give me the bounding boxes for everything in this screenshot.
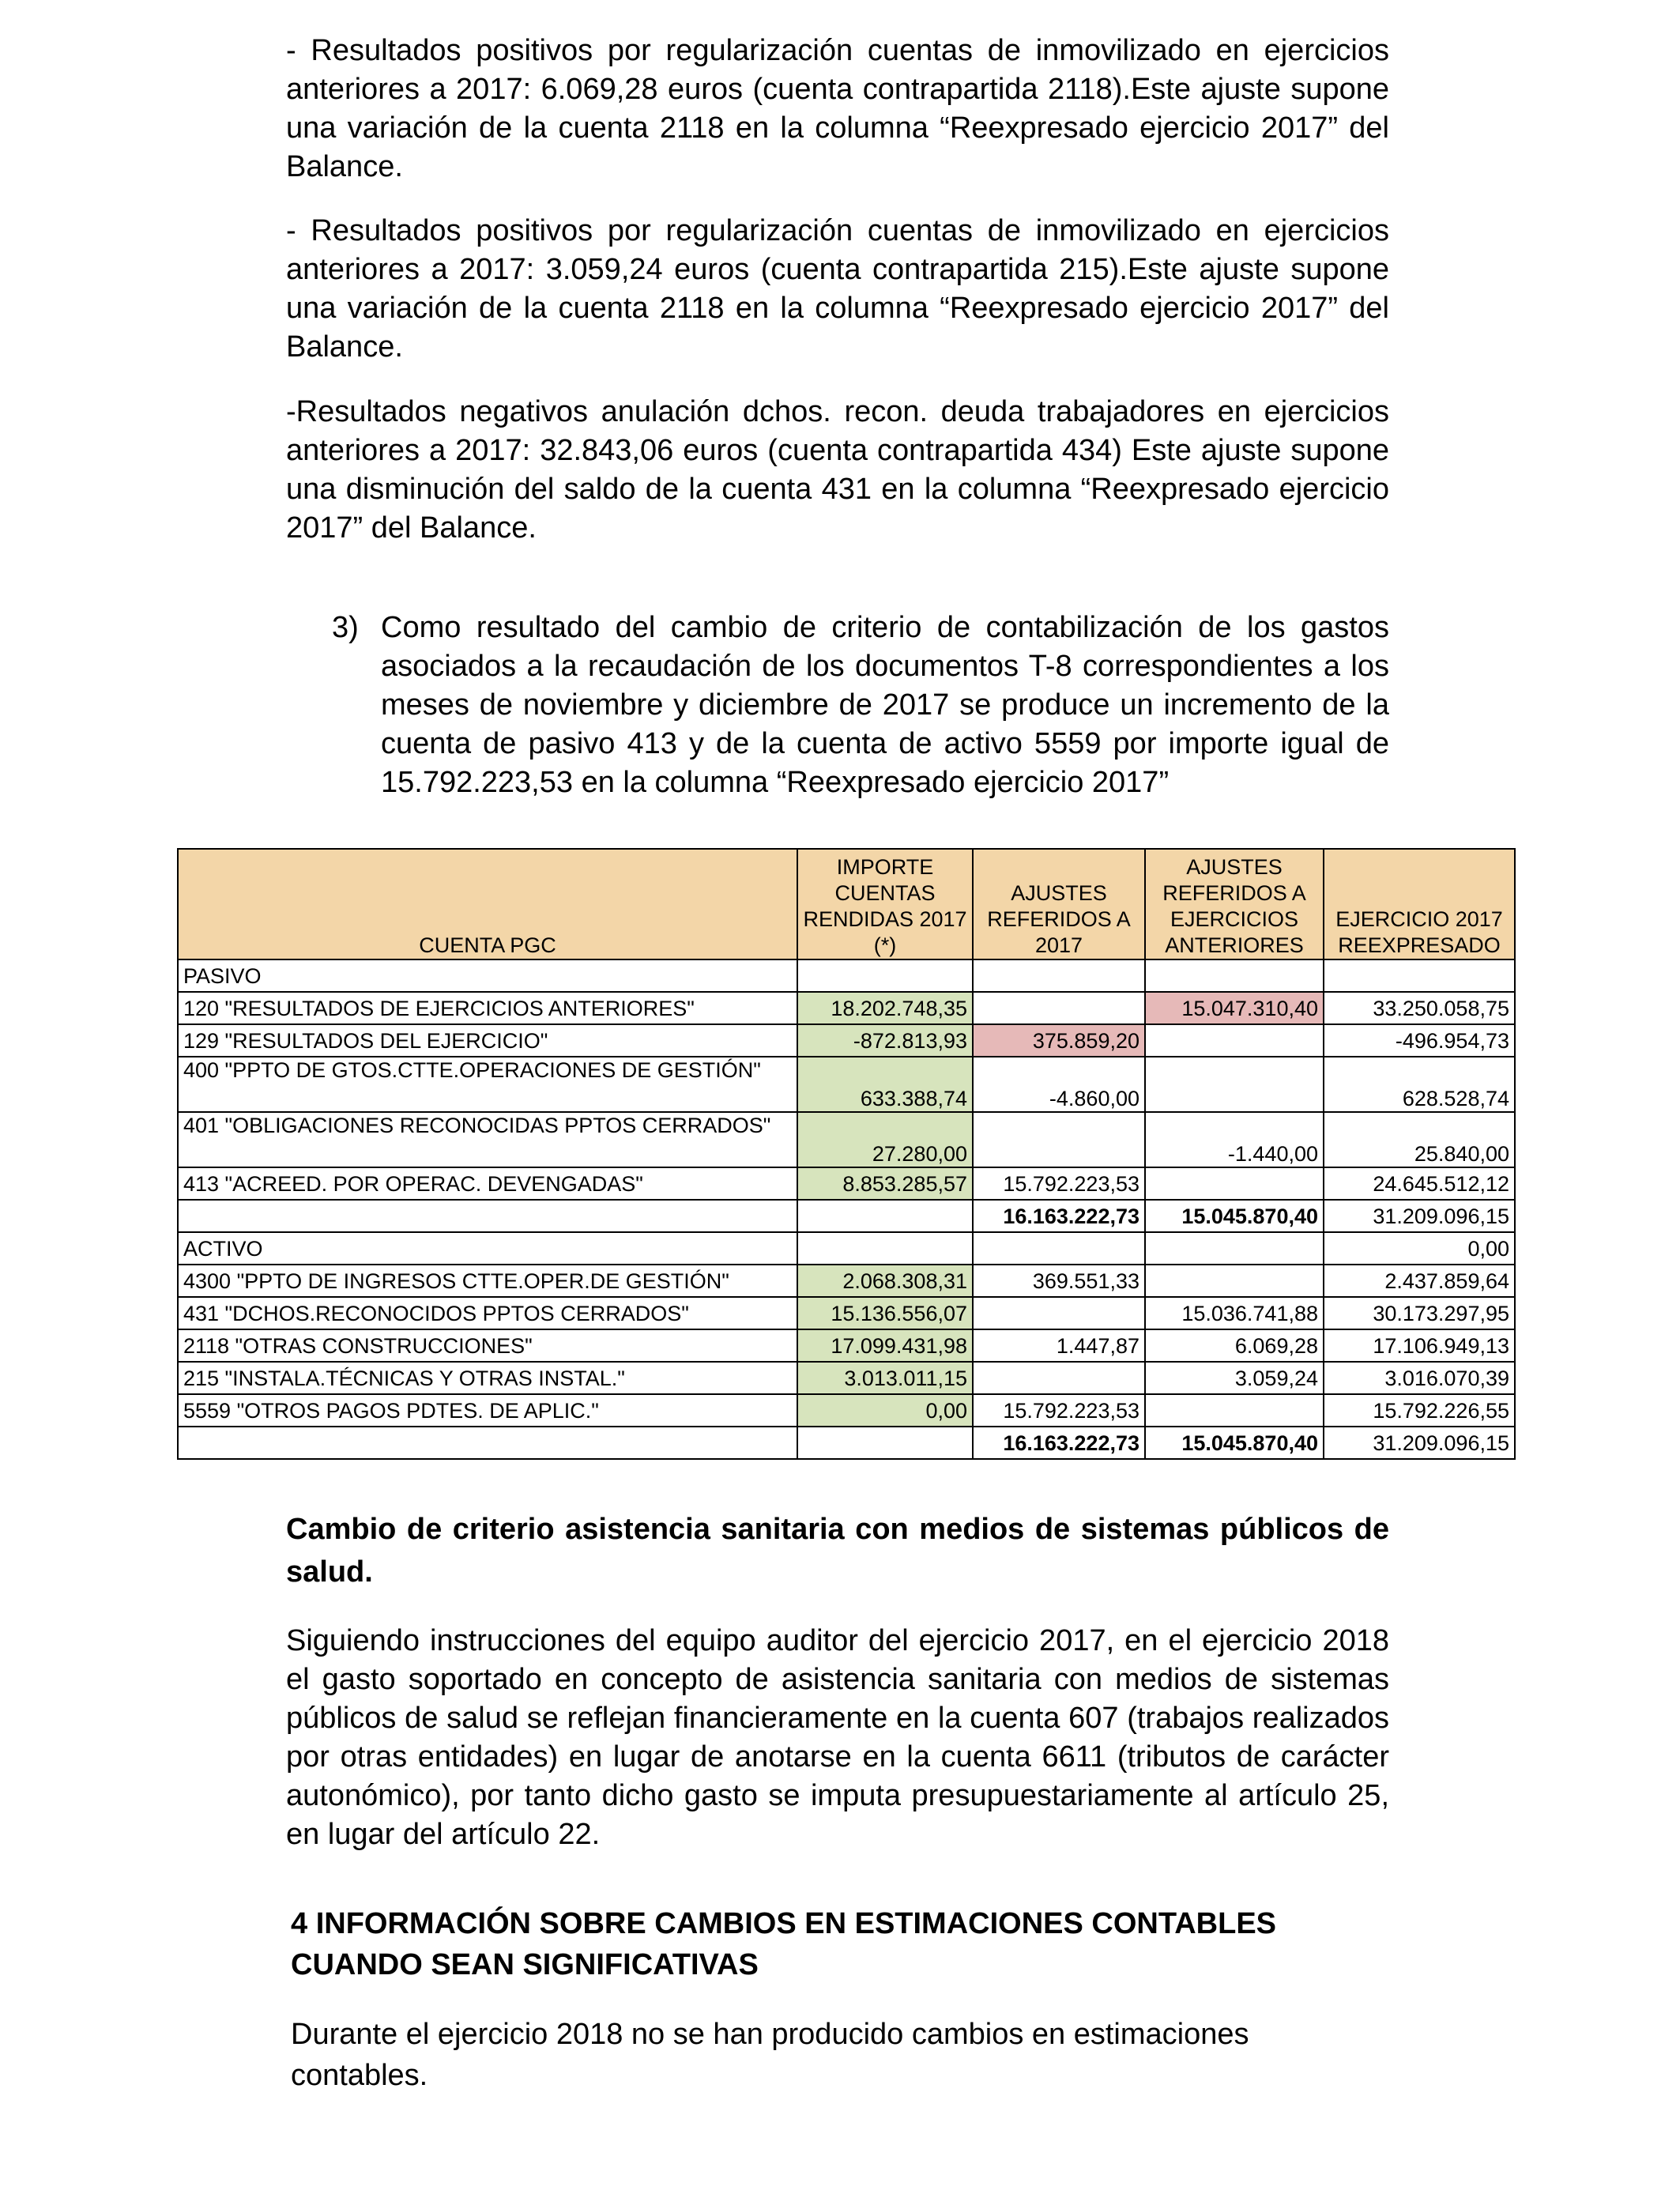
cell-rendidas: 0,00 [797, 1394, 973, 1427]
paragraph-asistencia-sanitaria: Siguiendo instrucciones del equipo auditor del ejercicio 2017, en el ejercicio 2018 el gasto soportado en concepto de asistencia sanitaria con medios de sistemas públicos de salud se reflejan financieramente en la cuenta 607 (trabajos realizados por otras entidades) en lugar de anotarse en la cuenta 6611 (tributos de carácter autonómico), por tanto dicho gasto se imputa presupuestariamente al artículo 25, en lugar del artículo 22. [286, 1624, 1389, 1851]
cell-reexpresado: -496.954,73 [1324, 1024, 1515, 1057]
cell-ajustes-2017: 369.551,33 [973, 1265, 1145, 1297]
total-ajustes-2017: 16.163.222,73 [973, 1200, 1145, 1232]
cell-rendidas: 27.280,00 [797, 1112, 973, 1167]
cell-reexpresado: 15.792.226,55 [1324, 1394, 1515, 1427]
section-label: ACTIVO [178, 1232, 797, 1265]
total-ajustes-2017: 16.163.222,73 [973, 1427, 1145, 1459]
total-reexpresado: 31.209.096,15 [1324, 1200, 1515, 1232]
account-name: 413 "ACREED. POR OPERAC. DEVENGADAS" [178, 1167, 797, 1200]
account-name: 2118 "OTRAS CONSTRUCCIONES" [178, 1329, 797, 1362]
header-reexpresado: EJERCICIO 2017 REEXPRESADO [1324, 849, 1515, 959]
total-ajustes-anteriores: 15.045.870,40 [1145, 1427, 1324, 1459]
cell-ajustes-2017: 15.792.223,53 [973, 1167, 1145, 1200]
cell-reexpresado: 3.016.070,39 [1324, 1362, 1515, 1394]
totals-row-activo [178, 1427, 1515, 1459]
table-row [178, 1362, 1515, 1394]
paragraph-resultados-negativos: -Resultados negativos anulación dchos. recon. deuda trabajadores en ejercicios anteriores a 2017: 32.843,06 euros (cuenta contrapartida 434) Este ajuste supone una disminución del saldo de la cuenta 431 en la columna “Reexpresado ejercicio 2017” del Balance. [286, 395, 1389, 545]
account-name: 5559 "OTROS PAGOS PDTES. DE APLIC." [178, 1394, 797, 1427]
header-cuenta-pgc: CUENTA PGC [178, 849, 797, 959]
paragraph-estimaciones: Durante el ejercicio 2018 no se han producido cambios en estimaciones contables. [291, 2018, 1249, 2092]
account-name: 401 "OBLIGACIONES RECONOCIDAS PPTOS CERRADOS" [178, 1112, 797, 1167]
list-item-text: Como resultado del cambio de criterio de contabilización de los gastos asociados a la recaudación de los documentos T-8 correspondientes a los meses de noviembre y diciembre de 2017 se produce un incremento de la cuenta de pasivo 413 y de la cuenta de activo 5559 por importe igual de 15.792.223,53 en la columna “Reexpresado ejercicio 2017” [381, 611, 1389, 799]
section-row-pasivo [178, 959, 1515, 992]
table-row [178, 1167, 1515, 1200]
cell-rendidas: 17.099.431,98 [797, 1329, 973, 1362]
cell-ajustes-anteriores: 15.036.741,88 [1145, 1297, 1324, 1329]
account-name: 129 "RESULTADOS DEL EJERCICIO" [178, 1024, 797, 1057]
paragraph-regularizacion-2118: - Resultados positivos por regularización cuentas de inmovilizado en ejercicios anteriores a 2017: 6.069,28 euros (cuenta contrapartida 2118).Este ajuste supone una variación de la cuenta 2118 en la columna “Reexpresado ejercicio 2017” del Balance. [286, 34, 1389, 183]
account-name: 400 "PPTO DE GTOS.CTTE.OPERACIONES DE GESTIÓN" [178, 1057, 797, 1112]
cell-reexpresado: 17.106.949,13 [1324, 1329, 1515, 1362]
cell-ajustes-2017: 1.447,87 [973, 1329, 1145, 1362]
account-name: 4300 "PPTO DE INGRESOS CTTE.OPER.DE GESTIÓN" [178, 1265, 797, 1297]
section-row-activo [178, 1232, 1515, 1265]
cell-ajustes-2017: -4.860,00 [973, 1057, 1145, 1112]
total-reexpresado: 31.209.096,15 [1324, 1427, 1515, 1459]
header-ajustes-2017: AJUSTES REFERIDOS A 2017 [973, 849, 1145, 959]
totals-row-pasivo [178, 1200, 1515, 1232]
cell-ajustes-anteriores: -1.440,00 [1145, 1112, 1324, 1167]
table-row [178, 1112, 1515, 1167]
cell-ajustes-anteriores: 6.069,28 [1145, 1329, 1324, 1362]
section-heading-asistencia-sanitaria: Cambio de criterio asistencia sanitaria con medios de sistemas públicos de salud. [286, 1513, 1389, 1589]
cell-ajustes-anteriores [1145, 1024, 1324, 1057]
cell-ajustes-2017 [973, 1297, 1145, 1329]
cell-reexpresado: 25.840,00 [1324, 1112, 1515, 1167]
header-ajustes-anteriores: AJUSTES REFERIDOS A EJERCICIOS ANTERIORES [1145, 849, 1324, 959]
table-row [178, 992, 1515, 1024]
cell-reexpresado: 30.173.297,95 [1324, 1297, 1515, 1329]
cell-ajustes-anteriores [1145, 1265, 1324, 1297]
cell-rendidas: 18.202.748,35 [797, 992, 973, 1024]
total-ajustes-anteriores: 15.045.870,40 [1145, 1200, 1324, 1232]
cell-rendidas: 8.853.285,57 [797, 1167, 973, 1200]
list-item-3 [332, 609, 1389, 802]
cell-ajustes-anteriores [1145, 1167, 1324, 1200]
cell-rendidas: 633.388,74 [797, 1057, 973, 1112]
account-name: 215 "INSTALA.TÉCNICAS Y OTRAS INSTAL." [178, 1362, 797, 1394]
cell-rendidas: 15.136.556,07 [797, 1297, 973, 1329]
account-name: 431 "DCHOS.RECONOCIDOS PPTOS CERRADOS" [178, 1297, 797, 1329]
section-heading-4: 4 INFORMACIÓN SOBRE CAMBIOS EN ESTIMACIONES CONTABLES CUANDO SEAN SIGNIFICATIVAS [291, 1907, 1277, 1981]
table-row [178, 1394, 1515, 1427]
table-row [178, 1057, 1515, 1112]
table-row [178, 1024, 1515, 1057]
header-importe-rendidas: IMPORTE CUENTAS RENDIDAS 2017 (*) [797, 849, 973, 959]
table-row [178, 1265, 1515, 1297]
cell-reexpresado: 628.528,74 [1324, 1057, 1515, 1112]
cell-ajustes-2017 [973, 1112, 1145, 1167]
cell-ajustes-2017 [973, 992, 1145, 1024]
table-row [178, 1329, 1515, 1362]
accounts-table [177, 848, 1516, 1460]
cell-ajustes-anteriores: 15.047.310,40 [1145, 992, 1324, 1024]
paragraph-regularizacion-215: - Resultados positivos por regularización cuentas de inmovilizado en ejercicios anteriores a 2017: 3.059,24 euros (cuenta contrapartida 215).Este ajuste supone una variación de la cuenta 2118 en la columna “Reexpresado ejercicio 2017” del Balance. [286, 214, 1389, 364]
cell-rendidas: 2.068.308,31 [797, 1265, 973, 1297]
list-number: 3) [332, 611, 359, 644]
cell-reexpresado: 33.250.058,75 [1324, 992, 1515, 1024]
cell-reexpresado: 2.437.859,64 [1324, 1265, 1515, 1297]
cell-ajustes-anteriores [1145, 1394, 1324, 1427]
cell-rendidas: -872.813,93 [797, 1024, 973, 1057]
section-label: PASIVO [178, 959, 797, 992]
cell-reexpresado: 0,00 [1324, 1232, 1515, 1265]
cell-ajustes-2017: 15.792.223,53 [973, 1394, 1145, 1427]
cell-reexpresado: 24.645.512,12 [1324, 1167, 1515, 1200]
cell-ajustes-anteriores [1145, 1057, 1324, 1112]
cell-ajustes-2017 [973, 1362, 1145, 1394]
cell-ajustes-2017: 375.859,20 [973, 1024, 1145, 1057]
cell-rendidas: 3.013.011,15 [797, 1362, 973, 1394]
table-row [178, 1297, 1515, 1329]
account-name: 120 "RESULTADOS DE EJERCICIOS ANTERIORES" [178, 992, 797, 1024]
cell-ajustes-anteriores: 3.059,24 [1145, 1362, 1324, 1394]
